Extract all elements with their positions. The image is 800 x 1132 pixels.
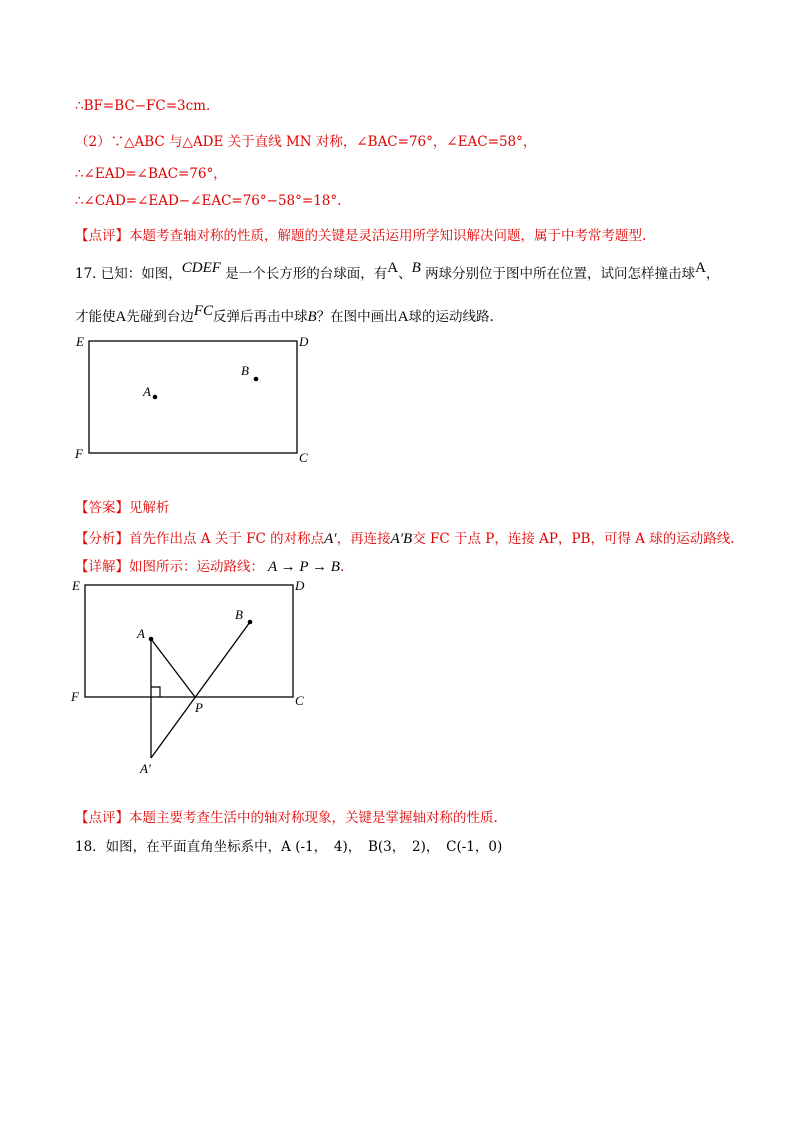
math-cdef: CDEF	[181, 260, 221, 276]
comment-17: 【点评】本题主要考查生活中的轴对称现象，关键是掌握轴对称的性质.	[75, 810, 498, 826]
question-18: 18．如图，在平面直角坐标系中，A (-1， 4)， B(3， 2)， C(-1，0)	[75, 839, 503, 855]
question-text: ？在图中画出	[316, 309, 398, 325]
question-text: 已知：如图，	[100, 266, 182, 282]
label-d: D	[295, 578, 305, 593]
point-b	[248, 620, 253, 625]
label-a-prime: A′	[140, 761, 151, 776]
billiard-table-figure	[70, 330, 330, 470]
math-a-prime-b: A′B	[390, 531, 413, 547]
question-text: 先碰到台边	[126, 309, 194, 325]
solution-line-1: ∴BF=BC−FC=3cm.	[75, 98, 211, 114]
math-a: A	[115, 309, 127, 325]
question-17-line-2	[75, 305, 494, 326]
right-angle-mark	[151, 687, 160, 697]
question-text: ，	[705, 266, 720, 282]
question-number: 17.	[75, 266, 97, 282]
solution-comment: 【点评】本题考查轴对称的性质，解题的关键是灵活运用所学知识解决问题，属于中考常考题型.	[75, 228, 647, 244]
math-a: A	[397, 309, 409, 325]
detail-text: .	[339, 559, 345, 575]
question-text: 是一个长方形的台球面，有	[225, 266, 388, 282]
table-rectangle	[85, 585, 293, 697]
label-b: B	[241, 363, 249, 378]
question-text: 反弹后再击中球	[213, 309, 308, 325]
question-17-line-1	[75, 262, 719, 283]
solution-line-4: ∴∠CAD=∠EAD−∠EAC=76°−58°=18°.	[75, 193, 342, 209]
math-fc: FC	[193, 303, 214, 319]
label-c: C	[295, 693, 304, 708]
math-path: A → P → B	[268, 559, 340, 575]
question-text: 两球分别位于图中所在位置，试问怎样撞击球	[425, 266, 696, 282]
label-a: A	[143, 384, 151, 399]
solution-figure	[66, 575, 326, 780]
math-a: A	[387, 260, 399, 276]
table-rectangle	[89, 341, 297, 453]
solution-line-2: （2）∵△ABC 与△ADE 关于直线 MN 对称，∠BAC=76°，∠EAC=58°，	[75, 134, 537, 150]
ball-b	[254, 377, 259, 382]
analysis-text: ，再连接	[336, 531, 391, 547]
label-a: A	[137, 626, 145, 641]
detail-text: 如图所示：运动路线：	[129, 559, 264, 575]
label-f: F	[75, 446, 83, 461]
line-a-p	[151, 639, 195, 697]
answer-tag: 【答案】	[75, 500, 129, 516]
question-text: 才能使	[75, 309, 116, 325]
label-e: E	[76, 334, 84, 349]
label-e: E	[72, 578, 80, 593]
math-a: A	[695, 260, 706, 276]
analysis-line	[75, 527, 735, 548]
question-text: 、	[398, 266, 412, 282]
ball-a	[153, 395, 158, 400]
line-a-prime-b	[151, 622, 250, 758]
point-a	[149, 637, 154, 642]
math-b: B	[307, 309, 317, 325]
label-c: C	[299, 450, 308, 465]
answer-line	[75, 496, 170, 516]
analysis-text: 首先作出点 A 关于 FC 的对称点	[129, 531, 325, 547]
detail-tag: 【详解】	[75, 559, 129, 575]
math-b: B	[411, 260, 421, 276]
detail-line	[75, 555, 344, 576]
label-p: P	[195, 700, 203, 715]
analysis-tag: 【分析】	[75, 531, 129, 547]
math-a-prime: A′	[324, 531, 337, 547]
analysis-text: 交 FC 于点 P，连接 AP，PB，可得 A 球的运动路线.	[412, 531, 735, 547]
label-f: F	[71, 689, 79, 704]
solution-line-3: ∴∠EAD=∠BAC=76°，	[75, 166, 227, 182]
question-text: 球的运动线路.	[408, 309, 494, 325]
answer-text: 见解析	[129, 500, 170, 516]
label-b: B	[235, 607, 243, 622]
label-d: D	[299, 334, 309, 349]
